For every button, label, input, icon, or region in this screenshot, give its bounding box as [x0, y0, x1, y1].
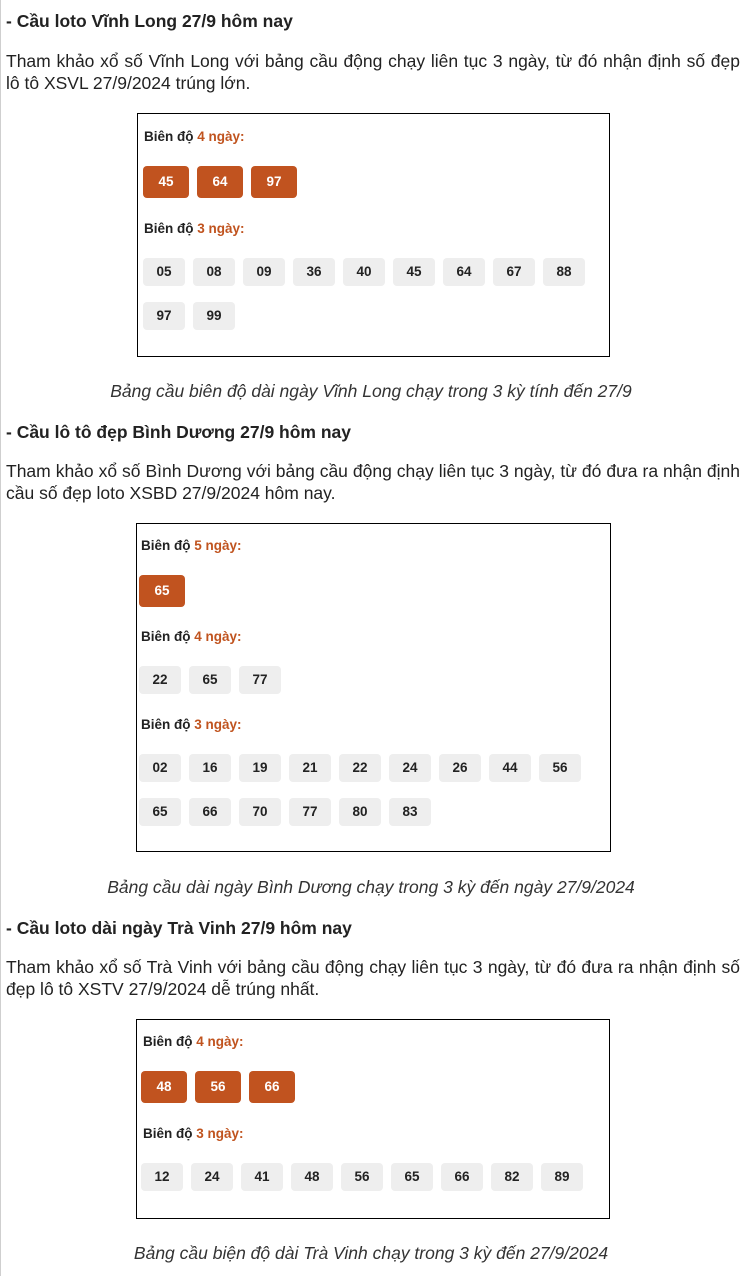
number-chip[interactable]: 67 — [493, 258, 535, 286]
page-left-border — [0, 0, 1, 1276]
number-chip[interactable]: 56 — [341, 1163, 383, 1191]
number-chip[interactable]: 44 — [489, 754, 531, 782]
table-caption: Bảng cầu biên độ dài ngày Vĩnh Long chạy trong 3 kỳ tính đến 27/9 — [110, 381, 632, 401]
number-chip[interactable]: 77 — [289, 798, 331, 826]
number-chip[interactable]: 24 — [191, 1163, 233, 1191]
hot-number-chip[interactable]: 48 — [141, 1071, 187, 1103]
hot-number-chip[interactable]: 45 — [143, 166, 189, 198]
number-chip[interactable]: 48 — [291, 1163, 333, 1191]
number-chip[interactable]: 36 — [293, 258, 335, 286]
section-heading: - Cầu loto Vĩnh Long 27/9 hôm nay — [6, 11, 293, 31]
number-chip[interactable]: 83 — [389, 798, 431, 826]
loto-table-binh-duong — [136, 523, 611, 852]
number-chip[interactable]: 89 — [541, 1163, 583, 1191]
hot-number-chip[interactable]: 56 — [195, 1071, 241, 1103]
loto-table-vinh-long — [137, 113, 610, 357]
group-label: Biên độ 5 ngày: — [141, 538, 242, 553]
section-vinh-long — [6, 10, 740, 32]
number-chip[interactable]: 45 — [393, 258, 435, 286]
number-chip[interactable]: 97 — [143, 302, 185, 330]
loto-table-tra-vinh — [136, 1019, 610, 1219]
group-label: Biên độ 4 ngày: — [144, 129, 245, 144]
group-label: Biên độ 4 ngày: — [143, 1034, 244, 1049]
section-intro: Tham khảo xổ số Vĩnh Long với bảng cầu động chạy liên tục 3 ngày, từ đó nhận định số đẹp lô tô XSVL 27/9/2024 trúng lớn. — [6, 51, 740, 93]
number-chip[interactable]: 82 — [491, 1163, 533, 1191]
number-chip[interactable]: 80 — [339, 798, 381, 826]
section-intro-wrap — [6, 956, 740, 1000]
table-caption: Bảng cầu dài ngày Bình Dương chạy trong 3 kỳ đến ngày 27/9/2024 — [107, 877, 635, 897]
section-intro-wrap — [6, 50, 740, 94]
group-label: Biên độ 4 ngày: — [141, 629, 242, 644]
number-chip[interactable]: 19 — [239, 754, 281, 782]
number-chip[interactable]: 05 — [143, 258, 185, 286]
section-tra-vinh — [6, 917, 740, 939]
number-chip[interactable]: 77 — [239, 666, 281, 694]
number-chip[interactable]: 56 — [539, 754, 581, 782]
number-chip[interactable]: 22 — [139, 666, 181, 694]
section-intro-wrap — [6, 460, 740, 504]
number-chip[interactable]: 26 — [439, 754, 481, 782]
group-label: Biên độ 3 ngày: — [144, 221, 245, 236]
number-chip[interactable]: 65 — [189, 666, 231, 694]
hot-number-chip[interactable]: 64 — [197, 166, 243, 198]
hot-number-chip[interactable]: 65 — [139, 575, 185, 607]
number-chip[interactable]: 88 — [543, 258, 585, 286]
group-label: Biên độ 3 ngày: — [141, 717, 242, 732]
number-chip[interactable]: 64 — [443, 258, 485, 286]
number-chip[interactable]: 66 — [441, 1163, 483, 1191]
number-chip[interactable]: 66 — [189, 798, 231, 826]
table-caption: Bảng cầu biện độ dài Trà Vinh chạy trong 3 kỳ đến 27/9/2024 — [133, 1243, 609, 1263]
number-chip[interactable]: 70 — [239, 798, 281, 826]
hot-number-chip[interactable]: 97 — [251, 166, 297, 198]
number-chip[interactable]: 09 — [243, 258, 285, 286]
number-chip[interactable]: 12 — [141, 1163, 183, 1191]
section-intro: Tham khảo xổ số Bình Dương với bảng cầu động chạy liên tục 3 ngày, từ đó đưa ra nhận định cầu số đẹp loto XSBD 27/9/2024 hôm nay. — [6, 461, 740, 503]
section-heading: - Cầu lô tô đẹp Bình Dương 27/9 hôm nay — [6, 422, 351, 442]
number-chip[interactable]: 02 — [139, 754, 181, 782]
number-chip[interactable]: 65 — [391, 1163, 433, 1191]
number-chip[interactable]: 16 — [189, 754, 231, 782]
number-chip[interactable]: 65 — [139, 798, 181, 826]
number-chip[interactable]: 24 — [389, 754, 431, 782]
number-chip[interactable]: 21 — [289, 754, 331, 782]
number-chip[interactable]: 99 — [193, 302, 235, 330]
hot-number-chip[interactable]: 66 — [249, 1071, 295, 1103]
number-chip[interactable]: 41 — [241, 1163, 283, 1191]
section-binh-duong — [6, 421, 740, 443]
number-chip[interactable]: 22 — [339, 754, 381, 782]
section-intro: Tham khảo xổ số Trà Vinh với bảng cầu động chạy liên tục 3 ngày, từ đó đưa ra nhận định số đẹp lô tô XSTV 27/9/2024 dễ trúng nhất. — [6, 957, 740, 999]
number-chip[interactable]: 08 — [193, 258, 235, 286]
group-label: Biên độ 3 ngày: — [143, 1126, 244, 1141]
number-chip[interactable]: 40 — [343, 258, 385, 286]
section-heading: - Cầu loto dài ngày Trà Vinh 27/9 hôm nay — [6, 918, 352, 938]
